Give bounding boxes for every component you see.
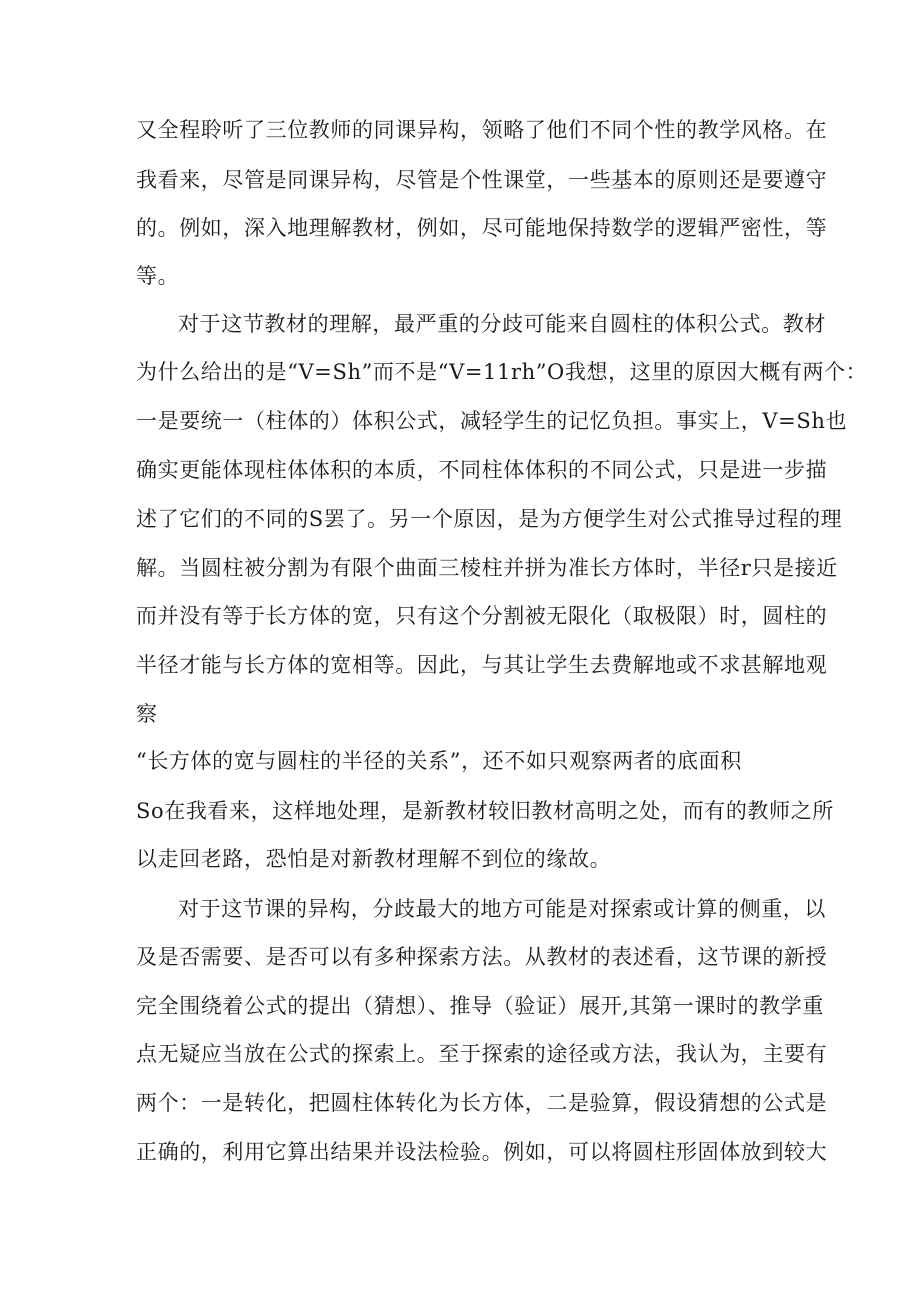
text-line: 等。 <box>136 264 180 288</box>
text-line: 确实更能体现柱体体积的本质，不同柱体体积的不同公式，只是进一步描 <box>136 458 828 482</box>
text-line: 述了它们的不同的S罢了。另一个原因，是为方便学生对公式推导过程的理 <box>136 507 843 531</box>
text-line: 而并没有等于长方体的宽，只有这个分割被无限化（取极限）时，圆柱的 <box>136 604 828 628</box>
paragraph-start-line: 对于这节教材的理解，最严重的分歧可能来自圆柱的体积公式。教材 <box>178 312 826 336</box>
text-line: 的。例如，深入地理解教材，例如，尽可能地保持数学的逻辑严密性，等 <box>136 216 828 240</box>
text-line: 解。当圆柱被分割为有限个曲面三棱柱并拼为准长方体时，半径r只是接近 <box>136 556 838 580</box>
text-line: 半径才能与长方体的宽相等。因此，与其让学生去费解地或不求甚解地观 <box>136 653 828 677</box>
text-line: 完全围绕着公式的提出（猜想）、推导（验证）展开,其第一课时的教学重 <box>136 994 824 1018</box>
text-line: 察 <box>136 702 158 726</box>
text-line: “长方体的宽与圆柱的半径的关系”，还不如只观察两者的底面积 <box>136 749 742 773</box>
text-line: 以走回老路，恐怕是对新教材理解不到位的缘故。 <box>136 847 612 871</box>
text-line: 点无疑应当放在公式的探索上。至于探索的途径或方法，我认为，主要有 <box>136 1042 828 1066</box>
paragraph-start-line: 对于这节课的异构，分歧最大的地方可能是对探索或计算的侧重，以 <box>178 897 826 921</box>
text-line: So在我看来，这样地处理，是新教材较旧教材高明之处，而有的教师之所 <box>136 799 834 823</box>
text-line: 两个：一是转化，把圆柱体转化为长方体，二是验算，假设猜想的公式是 <box>136 1091 828 1115</box>
text-line: 一是要统一（柱体的）体积公式，减轻学生的记忆负担。事实上，V=Sh也 <box>136 409 848 433</box>
text-line: 又全程聆听了三位教师的同课异构，领略了他们不同个性的教学风格。在 <box>136 118 828 142</box>
text-line: 及是否需要、是否可以有多种探索方法。从教材的表述看，这节课的新授 <box>136 945 828 969</box>
text-line: 正确的，利用它算出结果并设法检验。例如，可以将圆柱形固体放到较大 <box>136 1140 828 1164</box>
text-line: 我看来，尽管是同课异构，尽管是个性课堂，一些基本的原则还是要遵守 <box>136 168 828 192</box>
text-line: 为什么给出的是“V=Sh”而不是“V=11rh”O我想，这里的原因大概有两个： <box>136 360 868 384</box>
